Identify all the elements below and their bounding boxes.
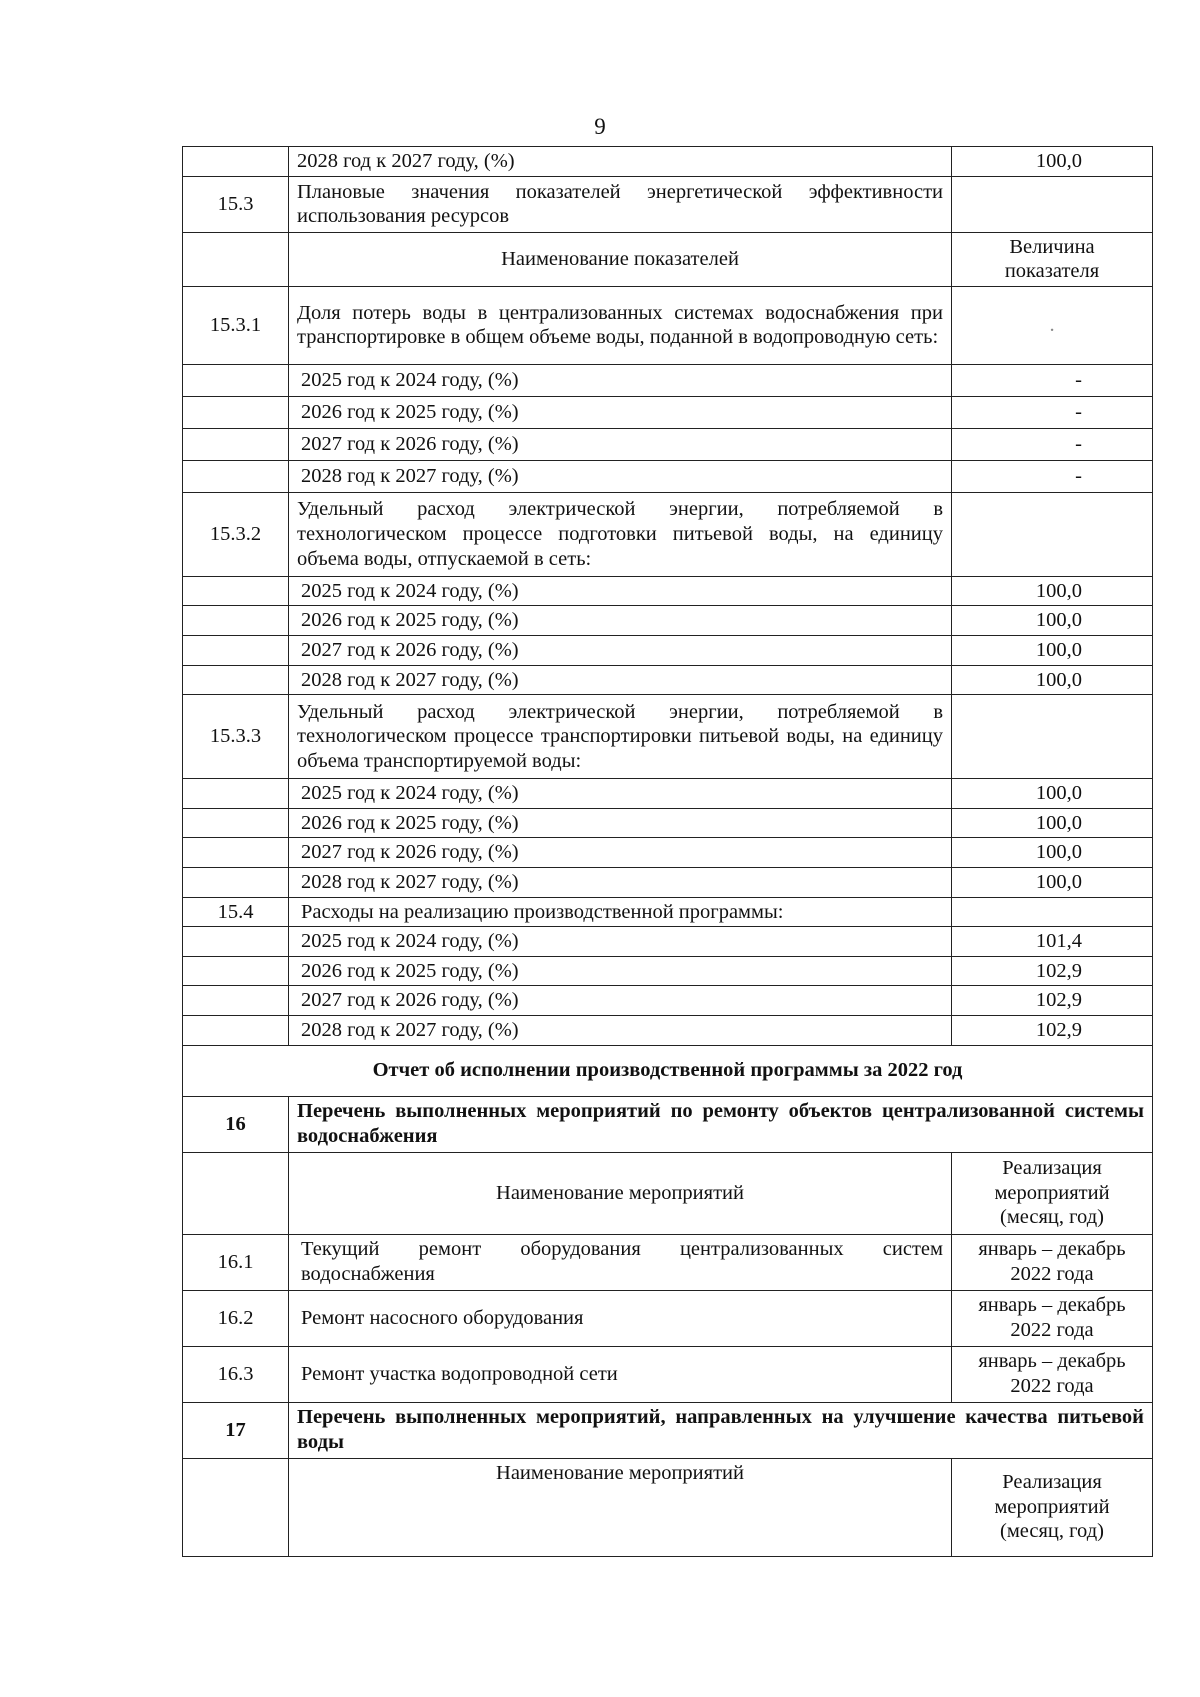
row-label: 2025 год к 2024 году, (%) (289, 364, 952, 396)
table-row (183, 986, 1153, 1016)
section-text: Удельный расход электрической энергии, потребляемой в технологическом процессе транспортировки питьевой воды, на единицу объема транспортируемой воды: (289, 695, 952, 779)
row-value: 101,4 (952, 927, 1153, 957)
item-text: Текущий ремонт оборудования централизованных систем водоснабжения (289, 1234, 952, 1290)
item-period: январь – декабрь 2022 года (952, 1346, 1153, 1402)
row-label: 2026 год к 2025 году, (%) (289, 396, 952, 428)
row-label: 2027 год к 2026 году, (%) (289, 428, 952, 460)
item-text: Ремонт участка водопроводной сети (289, 1346, 952, 1402)
section-15-3-1 (183, 286, 1153, 364)
row-label: 2026 год к 2025 году, (%) (289, 606, 952, 636)
column-header-value: Реализация мероприятий (месяц, год) (952, 1458, 1153, 1556)
table-row (183, 1346, 1153, 1402)
row-value: 100,0 (952, 665, 1153, 695)
column-header-row (183, 1458, 1153, 1556)
section-text: Доля потерь воды в централизованных системах водоснабжения при транспортировке в общем объеме воды, поданной в водопроводную сеть: (289, 286, 952, 364)
column-header-value: Реализация мероприятий (месяц, год) (952, 1152, 1153, 1234)
table-row (183, 927, 1153, 957)
table-row (183, 606, 1153, 636)
column-header-value: Величина показателя (952, 232, 1153, 286)
column-header-row (183, 232, 1153, 286)
item-period: январь – декабрь 2022 года (952, 1234, 1153, 1290)
item-number: 16.3 (183, 1346, 289, 1402)
row-value: 100,0 (952, 606, 1153, 636)
row-value: 100,0 (952, 576, 1153, 606)
table-row (183, 1234, 1153, 1290)
row-value: 100,0 (952, 635, 1153, 665)
section-text: Перечень выполненных мероприятий, направленных на улучшение качества питьевой воды (289, 1402, 1153, 1458)
row-label: 2027 год к 2026 году, (%) (289, 635, 952, 665)
row-value: 100,0 (952, 867, 1153, 897)
table-row (183, 364, 1153, 396)
row-value: 102,9 (952, 956, 1153, 986)
row-label: 2025 год к 2024 году, (%) (289, 779, 952, 809)
section-15-4 (183, 897, 1153, 927)
table-row (183, 635, 1153, 665)
table-row (183, 460, 1153, 492)
table-row (183, 867, 1153, 897)
column-header-name: Наименование мероприятий (289, 1458, 952, 1556)
item-period: январь – декабрь 2022 года (952, 1290, 1153, 1346)
row-label: 2028 год к 2027 году, (%) (289, 460, 952, 492)
row-label: 2026 год к 2025 году, (%) (289, 956, 952, 986)
section-text: Перечень выполненных мероприятий по ремонту объектов централизованной системы водоснабжения (289, 1096, 1153, 1152)
section-text: Удельный расход электрической энергии, потребляемой в технологическом процессе подготовки питьевой воды, на единицу объема воды, отпускаемой в сеть: (289, 492, 952, 576)
program-table (182, 146, 1153, 1557)
table-row (183, 428, 1153, 460)
table-row (183, 808, 1153, 838)
section-16 (183, 1096, 1153, 1152)
table-row (183, 665, 1153, 695)
item-text: Ремонт насосного оборудования (289, 1290, 952, 1346)
report-title: Отчет об исполнении производственной программы за 2022 год (183, 1045, 1153, 1096)
row-label: 2028 год к 2027 году, (%) (289, 147, 952, 177)
row-label: 2027 год к 2026 году, (%) (289, 838, 952, 868)
table-row (183, 576, 1153, 606)
row-value: 100,0 (952, 147, 1153, 177)
column-header-row (183, 1152, 1153, 1234)
table-row (183, 147, 1153, 177)
column-header-name: Наименование показателей (289, 232, 952, 286)
section-number: 15.3.3 (183, 695, 289, 779)
row-value: 100,0 (952, 808, 1153, 838)
section-text: Расходы на реализацию производственной программы: (289, 897, 952, 927)
section-text: Плановые значения показателей энергетической эффективности использования ресурсов (289, 176, 952, 232)
row-label: 2028 год к 2027 году, (%) (289, 867, 952, 897)
section-number: 17 (183, 1402, 289, 1458)
section-number: 15.3.1 (183, 286, 289, 364)
row-label: 2025 год к 2024 году, (%) (289, 927, 952, 957)
section-number: 16 (183, 1096, 289, 1152)
table-row (183, 1015, 1153, 1045)
column-header-name: Наименование мероприятий (289, 1152, 952, 1234)
item-number: 16.2 (183, 1290, 289, 1346)
row-value: 100,0 (952, 838, 1153, 868)
row-label: 2027 год к 2026 году, (%) (289, 986, 952, 1016)
section-number: 15.3 (183, 176, 289, 232)
page-number: 9 (594, 114, 606, 139)
table-row (183, 396, 1153, 428)
table-row (183, 779, 1153, 809)
row-value: 100,0 (952, 779, 1153, 809)
table-row (183, 956, 1153, 986)
section-15-3-3 (183, 695, 1153, 779)
item-number: 16.1 (183, 1234, 289, 1290)
row-value: 102,9 (952, 986, 1153, 1016)
row-label: 2028 год к 2027 году, (%) (289, 665, 952, 695)
row-value: - (952, 364, 1153, 396)
row-label: 2026 год к 2025 году, (%) (289, 808, 952, 838)
section-number: 15.3.2 (183, 492, 289, 576)
row-value: - (952, 428, 1153, 460)
row-value: - (952, 460, 1153, 492)
section-17 (183, 1402, 1153, 1458)
table-row (183, 838, 1153, 868)
row-label: 2028 год к 2027 году, (%) (289, 1015, 952, 1045)
section-number: 15.4 (183, 897, 289, 927)
section-15-3-2 (183, 492, 1153, 576)
table-row (183, 1290, 1153, 1346)
report-title-row (183, 1045, 1153, 1096)
row-value: 102,9 (952, 1015, 1153, 1045)
row-value: - (952, 396, 1153, 428)
section-15-3 (183, 176, 1153, 232)
stray-mark: . (952, 286, 1153, 364)
row-label: 2025 год к 2024 году, (%) (289, 576, 952, 606)
